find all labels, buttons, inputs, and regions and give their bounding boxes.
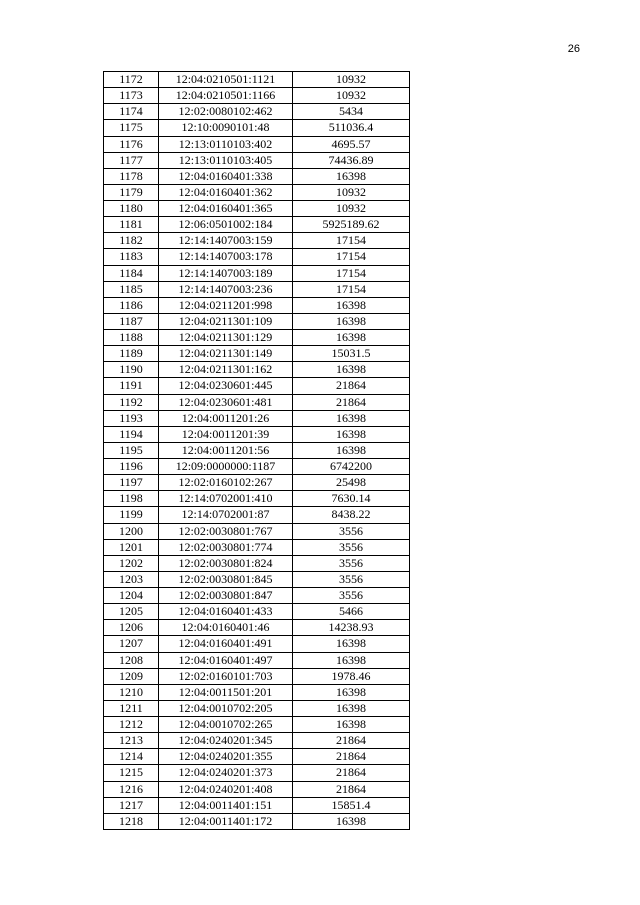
row-number-cell: 1210 (104, 684, 159, 700)
cadastral-number-cell: 12:04:0160401:338 (159, 168, 293, 184)
cadastral-number-cell: 12:04:0211301:129 (159, 330, 293, 346)
row-number-cell: 1198 (104, 491, 159, 507)
cadastral-number-cell: 12:04:0240201:355 (159, 749, 293, 765)
table-row (104, 152, 410, 168)
row-number-cell: 1188 (104, 330, 159, 346)
value-cell: 21864 (293, 749, 410, 765)
row-number-cell: 1191 (104, 378, 159, 394)
table-row (104, 184, 410, 200)
row-number-cell: 1199 (104, 507, 159, 523)
row-number-cell: 1183 (104, 249, 159, 265)
cadastral-number-cell: 12:13:0110103:402 (159, 136, 293, 152)
cadastral-number-cell: 12:04:0011401:151 (159, 797, 293, 813)
row-number-cell: 1194 (104, 426, 159, 442)
value-cell: 16398 (293, 168, 410, 184)
cadastral-number-cell: 12:04:0010702:265 (159, 717, 293, 733)
row-number-cell: 1187 (104, 313, 159, 329)
table-row (104, 749, 410, 765)
row-number-cell: 1180 (104, 201, 159, 217)
table-row (104, 217, 410, 233)
table-row (104, 491, 410, 507)
table-row (104, 636, 410, 652)
cadastral-number-cell: 12:04:0211301:149 (159, 346, 293, 362)
cadastral-number-cell: 12:02:0030801:767 (159, 523, 293, 539)
cadastral-number-cell: 12:04:0160401:433 (159, 604, 293, 620)
value-cell: 17154 (293, 249, 410, 265)
row-number-cell: 1175 (104, 120, 159, 136)
row-number-cell: 1203 (104, 571, 159, 587)
value-cell: 21864 (293, 378, 410, 394)
cadastral-number-cell: 12:04:0011501:201 (159, 684, 293, 700)
value-cell: 16398 (293, 362, 410, 378)
row-number-cell: 1215 (104, 765, 159, 781)
table-row (104, 72, 410, 88)
value-cell: 16398 (293, 297, 410, 313)
value-cell: 21864 (293, 394, 410, 410)
cadastral-number-cell: 12:04:0240201:408 (159, 781, 293, 797)
cadastral-number-cell: 12:04:0160401:365 (159, 201, 293, 217)
table-row (104, 781, 410, 797)
value-cell: 5434 (293, 104, 410, 120)
table-row (104, 539, 410, 555)
table-row (104, 88, 410, 104)
row-number-cell: 1204 (104, 588, 159, 604)
cadastral-number-cell: 12:02:0160102:267 (159, 475, 293, 491)
table-row (104, 442, 410, 458)
row-number-cell: 1173 (104, 88, 159, 104)
cadastral-number-cell: 12:06:0501002:184 (159, 217, 293, 233)
cadastral-number-cell: 12:04:0240201:373 (159, 765, 293, 781)
cadastral-number-cell: 12:13:0110103:405 (159, 152, 293, 168)
row-number-cell: 1206 (104, 620, 159, 636)
cadastral-number-cell: 12:14:1407003:236 (159, 281, 293, 297)
cadastral-number-cell: 12:04:0211201:998 (159, 297, 293, 313)
cadastral-number-cell: 12:04:0011201:26 (159, 410, 293, 426)
value-cell: 4695.57 (293, 136, 410, 152)
value-cell: 14238.93 (293, 620, 410, 636)
row-number-cell: 1186 (104, 297, 159, 313)
cadastral-number-cell: 12:04:0230601:481 (159, 394, 293, 410)
table-row (104, 201, 410, 217)
value-cell: 21864 (293, 781, 410, 797)
value-cell: 10932 (293, 88, 410, 104)
row-number-cell: 1179 (104, 184, 159, 200)
table-row (104, 426, 410, 442)
cadastral-number-cell: 12:04:0211301:109 (159, 313, 293, 329)
table-row (104, 297, 410, 313)
value-cell: 15851.4 (293, 797, 410, 813)
row-number-cell: 1178 (104, 168, 159, 184)
cadastral-number-cell: 12:04:0160401:362 (159, 184, 293, 200)
table-row (104, 604, 410, 620)
table-row (104, 104, 410, 120)
cadastral-number-cell: 12:14:1407003:159 (159, 233, 293, 249)
row-number-cell: 1201 (104, 539, 159, 555)
row-number-cell: 1176 (104, 136, 159, 152)
table-row (104, 733, 410, 749)
value-cell: 16398 (293, 410, 410, 426)
cadastral-number-cell: 12:02:0080102:462 (159, 104, 293, 120)
table-row (104, 588, 410, 604)
table-row (104, 571, 410, 587)
value-cell: 3556 (293, 571, 410, 587)
cadastral-number-cell: 12:04:0160401:46 (159, 620, 293, 636)
row-number-cell: 1196 (104, 459, 159, 475)
cadastral-number-cell: 12:14:0702001:87 (159, 507, 293, 523)
cadastral-number-cell: 12:09:0000000:1187 (159, 459, 293, 475)
table-row (104, 507, 410, 523)
table-row (104, 459, 410, 475)
table-row (104, 136, 410, 152)
value-cell: 16398 (293, 652, 410, 668)
row-number-cell: 1208 (104, 652, 159, 668)
table-row (104, 475, 410, 491)
row-number-cell: 1217 (104, 797, 159, 813)
cadastral-number-cell: 12:02:0030801:774 (159, 539, 293, 555)
table-row (104, 700, 410, 716)
value-cell: 8438.22 (293, 507, 410, 523)
row-number-cell: 1172 (104, 72, 159, 88)
table-row (104, 813, 410, 829)
value-cell: 10932 (293, 201, 410, 217)
cadastral-number-cell: 12:04:0230601:445 (159, 378, 293, 394)
table-row (104, 765, 410, 781)
page-number: 26 (567, 43, 580, 55)
table-row (104, 362, 410, 378)
value-cell: 15031.5 (293, 346, 410, 362)
table-row (104, 120, 410, 136)
table-row (104, 797, 410, 813)
value-cell: 16398 (293, 813, 410, 829)
cadastral-number-cell: 12:02:0160101:703 (159, 668, 293, 684)
cadastral-number-cell: 12:04:0011201:39 (159, 426, 293, 442)
table-row (104, 410, 410, 426)
value-cell: 10932 (293, 184, 410, 200)
row-number-cell: 1212 (104, 717, 159, 733)
table-row (104, 668, 410, 684)
cadastral-number-cell: 12:04:0011201:56 (159, 442, 293, 458)
row-number-cell: 1218 (104, 813, 159, 829)
value-cell: 6742200 (293, 459, 410, 475)
row-number-cell: 1193 (104, 410, 159, 426)
row-number-cell: 1181 (104, 217, 159, 233)
table-row (104, 620, 410, 636)
cadastral-number-cell: 12:14:1407003:189 (159, 265, 293, 281)
row-number-cell: 1213 (104, 733, 159, 749)
value-cell: 16398 (293, 700, 410, 716)
table-row (104, 168, 410, 184)
value-cell: 16398 (293, 717, 410, 733)
cadastral-number-cell: 12:04:0210501:1121 (159, 72, 293, 88)
row-number-cell: 1195 (104, 442, 159, 458)
value-cell: 3556 (293, 588, 410, 604)
table-row (104, 394, 410, 410)
row-number-cell: 1174 (104, 104, 159, 120)
table-row (104, 378, 410, 394)
row-number-cell: 1182 (104, 233, 159, 249)
table-row (104, 652, 410, 668)
table-row (104, 249, 410, 265)
row-number-cell: 1211 (104, 700, 159, 716)
value-cell: 3556 (293, 539, 410, 555)
row-number-cell: 1216 (104, 781, 159, 797)
table-row (104, 330, 410, 346)
value-cell: 16398 (293, 330, 410, 346)
cadastral-number-cell: 12:04:0210501:1166 (159, 88, 293, 104)
data-table (103, 71, 410, 830)
value-cell: 16398 (293, 636, 410, 652)
value-cell: 21864 (293, 765, 410, 781)
value-cell: 21864 (293, 733, 410, 749)
value-cell: 16398 (293, 313, 410, 329)
table-row (104, 684, 410, 700)
cadastral-number-cell: 12:02:0030801:824 (159, 555, 293, 571)
table-row (104, 313, 410, 329)
row-number-cell: 1177 (104, 152, 159, 168)
table-row (104, 523, 410, 539)
row-number-cell: 1207 (104, 636, 159, 652)
table-row (104, 717, 410, 733)
table-body (104, 72, 410, 830)
cadastral-number-cell: 12:14:0702001:410 (159, 491, 293, 507)
value-cell: 17154 (293, 265, 410, 281)
value-cell: 16398 (293, 426, 410, 442)
cadastral-number-cell: 12:04:0011401:172 (159, 813, 293, 829)
table-row (104, 555, 410, 571)
row-number-cell: 1192 (104, 394, 159, 410)
value-cell: 5925189.62 (293, 217, 410, 233)
cadastral-number-cell: 12:04:0240201:345 (159, 733, 293, 749)
row-number-cell: 1209 (104, 668, 159, 684)
value-cell: 10932 (293, 72, 410, 88)
value-cell: 17154 (293, 233, 410, 249)
table-row (104, 233, 410, 249)
cadastral-number-cell: 12:04:0160401:497 (159, 652, 293, 668)
table-row (104, 265, 410, 281)
cadastral-number-cell: 12:04:0211301:162 (159, 362, 293, 378)
table-row (104, 281, 410, 297)
cadastral-number-cell: 12:14:1407003:178 (159, 249, 293, 265)
cadastral-number-cell: 12:02:0030801:845 (159, 571, 293, 587)
row-number-cell: 1197 (104, 475, 159, 491)
value-cell: 16398 (293, 684, 410, 700)
value-cell: 3556 (293, 555, 410, 571)
cadastral-number-cell: 12:02:0030801:847 (159, 588, 293, 604)
row-number-cell: 1205 (104, 604, 159, 620)
row-number-cell: 1214 (104, 749, 159, 765)
row-number-cell: 1189 (104, 346, 159, 362)
value-cell: 74436.89 (293, 152, 410, 168)
row-number-cell: 1202 (104, 555, 159, 571)
table-row (104, 346, 410, 362)
cadastral-number-cell: 12:10:0090101:48 (159, 120, 293, 136)
value-cell: 7630.14 (293, 491, 410, 507)
cadastral-number-cell: 12:04:0160401:491 (159, 636, 293, 652)
value-cell: 5466 (293, 604, 410, 620)
value-cell: 25498 (293, 475, 410, 491)
row-number-cell: 1185 (104, 281, 159, 297)
value-cell: 3556 (293, 523, 410, 539)
value-cell: 17154 (293, 281, 410, 297)
row-number-cell: 1184 (104, 265, 159, 281)
value-cell: 511036.4 (293, 120, 410, 136)
value-cell: 16398 (293, 442, 410, 458)
cadastral-number-cell: 12:04:0010702:205 (159, 700, 293, 716)
row-number-cell: 1190 (104, 362, 159, 378)
row-number-cell: 1200 (104, 523, 159, 539)
value-cell: 1978.46 (293, 668, 410, 684)
